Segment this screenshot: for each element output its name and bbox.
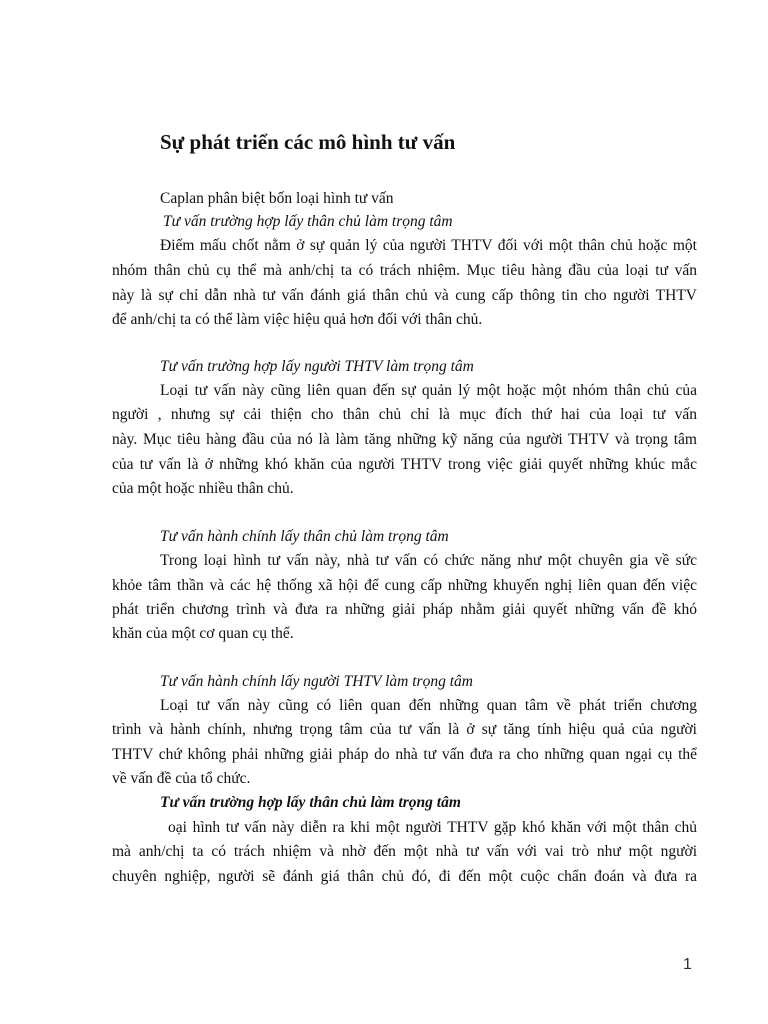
section-5-line-2: mà anh/chị ta có trách nhiệm và nhờ đến một nhà tư vấn với vai trò như một người — [112, 843, 697, 860]
section-4-line-2: trình và hành chính, nhưng trọng tâm của tư vấn là ở sự tăng tính hiệu quả của người — [112, 721, 697, 738]
section-3-line-4: khăn của một cơ quan cụ thể. — [112, 625, 294, 642]
section-4-line-4: về vấn đề của tổ chức. — [112, 770, 251, 787]
section-1-heading: Tư vấn trường hợp lấy thân chủ làm trọng tâm — [163, 213, 453, 230]
page-number: 1 — [683, 956, 692, 973]
section-1-line-3: này là sự chỉ dẫn nhà tư vấn đánh giá thân chủ và cung cấp thông tin cho người THTV — [112, 287, 697, 304]
intro-text: Caplan phân biệt bốn loại hình tư vấn — [160, 190, 394, 207]
section-2-heading: Tư vấn trường hợp lấy người THTV làm trọng tâm — [160, 358, 474, 375]
section-2-line-5: của một hoặc nhiều thân chủ. — [112, 480, 294, 497]
section-2-line-3: này. Mục tiêu hàng đầu của nó là làm tăng những kỹ năng của người THTV và trọng tâm — [112, 431, 697, 448]
section-1-line-2: nhóm thân chủ cụ thể mà anh/chị ta có trách nhiệm. Mục tiêu hàng đầu của loại tư vấn — [112, 262, 697, 279]
section-3-line-3: phát triển chương trình và đưa ra những giải pháp nhằm giải quyết những vấn đề khó — [112, 601, 697, 618]
section-3-line-2: khỏe tâm thần và các hệ thống xã hội để cung cấp những khuyến nghị liên quan đến việc — [112, 577, 697, 594]
section-4-line-1: Loại tư vấn này cũng có liên quan đến những quan tâm về phát triển chương — [160, 697, 697, 714]
section-5-heading: Tư vấn trường hợp lấy thân chủ làm trọng tâm — [160, 794, 461, 811]
section-4-line-3: THTV chứ không phải những giải pháp do nhà tư vấn đưa ra cho những quan ngại cụ thể — [112, 746, 697, 763]
page-title: Sự phát triển các mô hình tư vấn — [160, 130, 456, 154]
section-1-line-4: để anh/chị ta có thể làm việc hiệu quả hơn đối với thân chủ. — [112, 311, 483, 328]
section-5-line-1: oại hình tư vấn này diễn ra khi một người THTV gặp khó khăn với một thân chủ — [168, 819, 697, 836]
section-4-heading: Tư vấn hành chính lấy người THTV làm trọng tâm — [160, 673, 473, 690]
section-2-line-4: của tư vấn là ở những khó khăn của người THTV trong việc giải quyết những khúc mắc — [112, 456, 697, 473]
section-3-line-1: Trong loại hình tư vấn này, nhà tư vấn có chức năng như một chuyên gia về sức — [160, 552, 697, 569]
section-1-line-1: Điểm mấu chốt nằm ở sự quản lý của người THTV đối với một thân chủ hoặc một — [160, 237, 697, 254]
section-2-line-1: Loại tư vấn này cũng liên quan đến sự quản lý một hoặc một nhóm thân chủ của — [160, 382, 697, 399]
section-5-line-3: chuyên nghiệp, người sẽ đánh giá thân chủ đó, đi đến một cuộc chẩn đoán và đưa ra — [112, 868, 697, 885]
section-2-line-2: người , nhưng sự cải thiện cho thân chủ chỉ là mục đích thứ hai của loại tư vấn — [112, 406, 697, 423]
section-3-heading: Tư vấn hành chính lấy thân chủ làm trọng tâm — [160, 528, 449, 545]
